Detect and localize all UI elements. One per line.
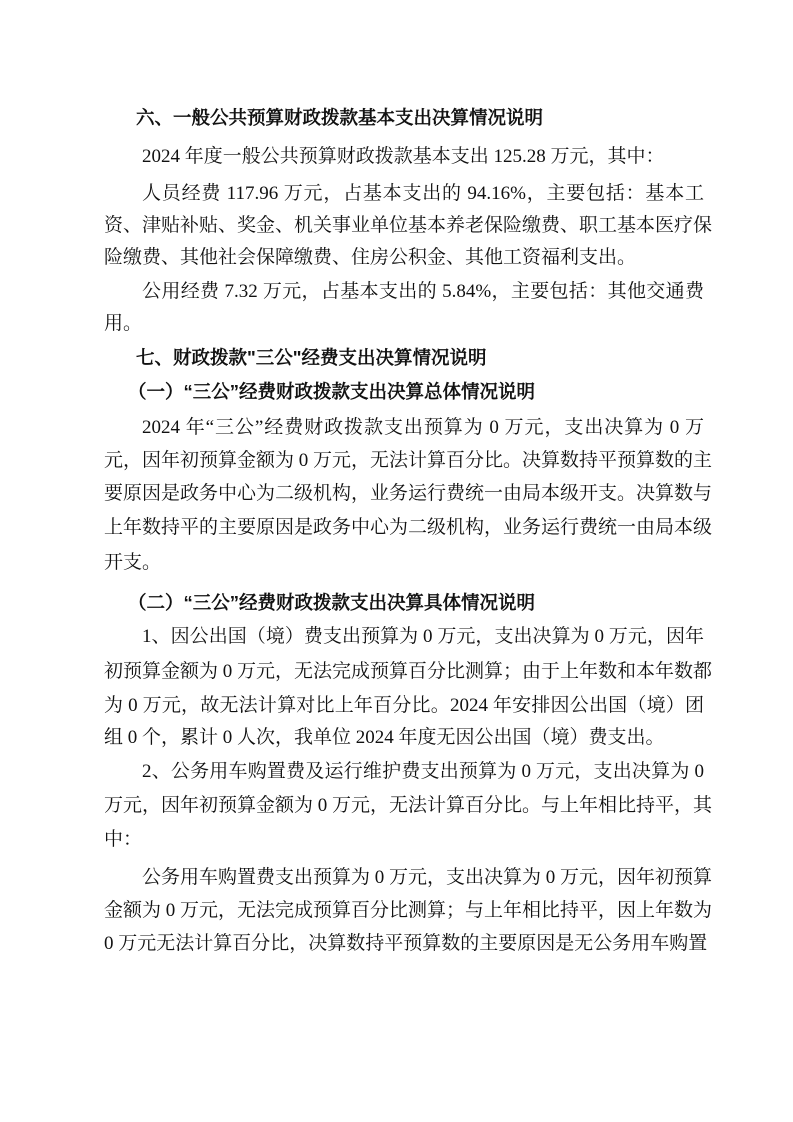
paragraph-line: 为 0 万元，故无法计算对比上年百分比。2024 年安排因公出国（境）团 <box>104 695 704 716</box>
paragraph-line: 2024 年“三公”经费财政拨款支出预算为 0 万元，支出决算为 0 万 <box>142 417 704 438</box>
paragraph-line: 公用经费 7.32 万元，占基本支出的 5.84%，主要包括：其他交通费 <box>142 281 704 302</box>
paragraph-line: 1、因公出国（境）费支出预算为 0 万元，支出决算为 0 万元，因年 <box>142 626 704 647</box>
paragraph-line: 万元，因年初预算金额为 0 万元，无法计算百分比。与上年相比持平，其 <box>104 795 713 816</box>
paragraph-line: 开支。 <box>104 552 162 573</box>
paragraph-line: 0 万元无法计算百分比，决算数持平预算数的主要原因是无公务用车购置 <box>104 933 708 954</box>
paragraph-line: 人员经费 117.96 万元，占基本支出的 94.16%，主要包括：基本工 <box>142 183 704 204</box>
paragraph-line: 初预算金额为 0 万元，无法完成预算百分比测算；由于上年数和本年数都 <box>104 661 713 682</box>
paragraph-line: 组 0 个，累计 0 人次，我单位 2024 年度无因公出国（境）费支出。 <box>104 727 665 748</box>
paragraph-line: 元，因年初预算金额为 0 万元，无法计算百分比。决算数持平预算数的主 <box>104 450 713 471</box>
paragraph-line: 资、津贴补贴、奖金、机关事业单位基本养老保险缴费、职工基本医疗保 <box>104 215 713 236</box>
paragraph-line: 2、公务用车购置费及运行维护费支出预算为 0 万元，支出决算为 0 <box>142 761 704 782</box>
paragraph-line: 公务用车购置费支出预算为 0 万元，支出决算为 0 万元，因年初预算 <box>142 867 713 888</box>
paragraph-line: 用。 <box>104 313 143 334</box>
paragraph-line: 险缴费、其他社会保障缴费、住房公积金、其他工资福利支出。 <box>104 247 637 268</box>
section-heading: 六、一般公共预算财政拨款基本支出决算情况说明 <box>136 107 544 128</box>
subsection-heading: （一）“三公”经费财政拨款支出决算总体情况说明 <box>128 381 536 402</box>
paragraph-line: 上年数持平的主要原因是政务中心为二级机构，业务运行费统一由局本级 <box>104 517 713 538</box>
paragraph-line: 要原因是政务中心为二级机构，业务运行费统一由局本级开支。决算数与 <box>104 483 713 504</box>
section-heading: 七、财政拨款"三公"经费支出决算情况说明 <box>136 347 487 368</box>
subsection-heading: （二）“三公”经费财政拨款支出决算具体情况说明 <box>128 592 536 613</box>
paragraph-line: 2024 年度一般公共预算财政拨款基本支出 125.28 万元，其中： <box>142 146 665 167</box>
paragraph-line: 中： <box>104 829 143 850</box>
paragraph-line: 金额为 0 万元，无法完成预算百分比测算；与上年相比持平，因上年数为 <box>104 900 713 921</box>
